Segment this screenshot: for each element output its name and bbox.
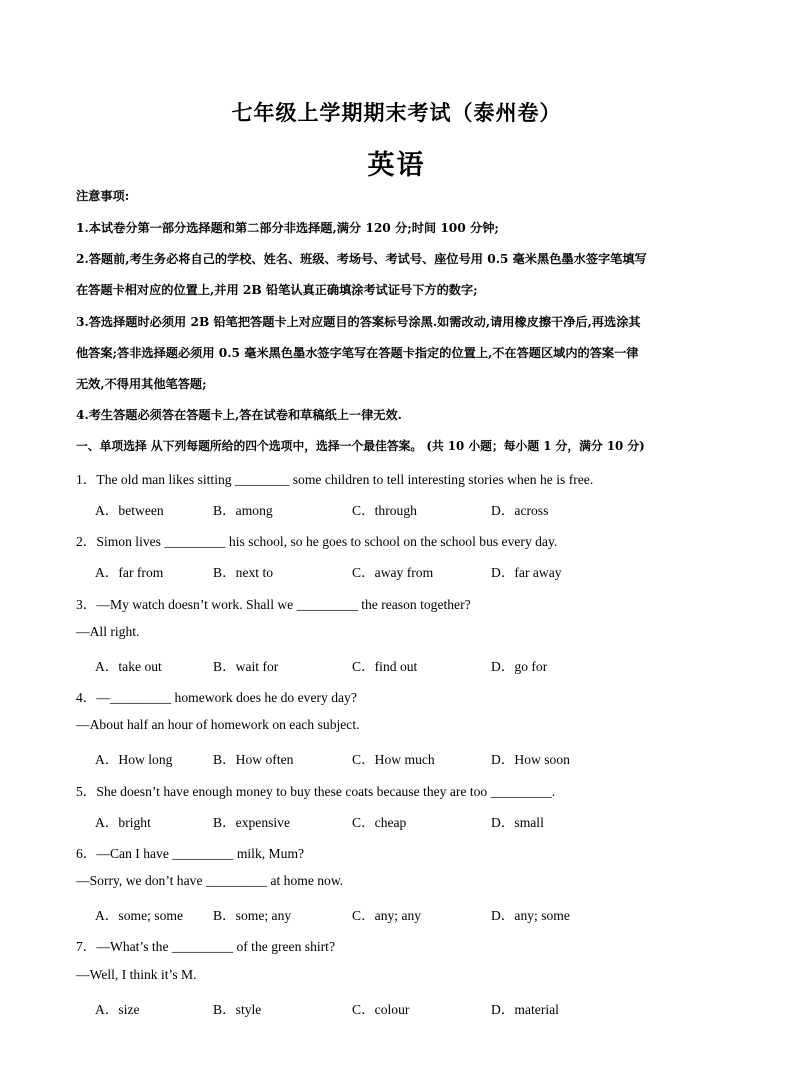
question-stem: 6．—Can I have _________ milk, Mum? bbox=[76, 846, 305, 861]
option-c: C．find out bbox=[352, 659, 418, 674]
question-stem: 4．—_________ homework does he do every day? bbox=[76, 690, 357, 705]
option-a: A．take out bbox=[95, 659, 162, 674]
option-a: A．some; some bbox=[95, 908, 183, 923]
option-a: A．far from bbox=[95, 565, 164, 580]
question-reply: —Sorry, we don’t have _________ at home now. bbox=[76, 873, 344, 888]
notes-line: 在答题卡相对应的位置上,并用 2B 铅笔认真正确填涂考试证号下方的数字; bbox=[76, 283, 478, 297]
option-b: B．wait for bbox=[213, 659, 279, 674]
option-d: D．How soon bbox=[491, 752, 570, 767]
notes-line: 4.考生答题必须答在答题卡上,答在试卷和草稿纸上一律无效. bbox=[76, 408, 402, 422]
option-c: C．colour bbox=[352, 1002, 410, 1017]
option-b: B．some; any bbox=[213, 908, 292, 923]
question-reply: —All right. bbox=[76, 624, 140, 639]
option-d: D．far away bbox=[491, 565, 562, 580]
exam-subject: 英语 bbox=[367, 150, 426, 181]
option-b: B．How often bbox=[213, 752, 294, 767]
option-d: D．go for bbox=[491, 659, 548, 674]
notes-line: 无效,不得用其他笔答题; bbox=[76, 377, 207, 391]
question-stem: 1．The old man likes sitting ________ some children to tell interesting stories when he is free. bbox=[76, 472, 594, 487]
notes-line: 他答案;答非选择题必须用 0.5 毫米黑色墨水签字笔写在答题卡指定的位置上,不在答题区域内的答案一律 bbox=[76, 346, 639, 360]
question-reply: —Well, I think it’s M. bbox=[76, 967, 197, 982]
question-stem: 3．—My watch doesn’t work. Shall we _________ the reason together? bbox=[76, 597, 471, 612]
question-stem: 5．She doesn’t have enough money to buy these coats because they are too _________. bbox=[76, 784, 556, 799]
question-stem: 7．—What’s the _________ of the green shirt? bbox=[76, 939, 335, 954]
notes-line: 2.答题前,考生务必将自己的学校、姓名、班级、考场号、考试号、座位号用 0.5 毫米黑色墨水签字笔填写 bbox=[76, 252, 647, 266]
exam-title: 七年级上学期期末考试（泰州卷） bbox=[231, 100, 562, 125]
question-reply: —About half an hour of homework on each subject. bbox=[76, 717, 360, 732]
notes-line: 3.答选择题时必须用 2B 铅笔把答题卡上对应题目的答案标号涂黑.如需改动,请用橡皮擦干净后,再选涂其 bbox=[76, 315, 641, 329]
option-a: A．bright bbox=[95, 815, 151, 830]
option-b: B．among bbox=[213, 503, 273, 518]
option-a: A．size bbox=[95, 1002, 140, 1017]
option-a: A．between bbox=[95, 503, 164, 518]
option-b: B．next to bbox=[213, 565, 274, 580]
option-d: D．across bbox=[491, 503, 549, 518]
notes-line: 1.本试卷分第一部分选择题和第二部分非选择题,满分 120 分;时间 100 分钟; bbox=[76, 221, 499, 235]
option-c: C．How much bbox=[352, 752, 435, 767]
option-a: A．How long bbox=[95, 752, 173, 767]
option-b: B．expensive bbox=[213, 815, 291, 830]
option-c: C．through bbox=[352, 503, 417, 518]
option-c: C．away from bbox=[352, 565, 434, 580]
notes-heading: 注意事项: bbox=[76, 189, 130, 203]
option-d: D．small bbox=[491, 815, 544, 830]
option-c: C．cheap bbox=[352, 815, 407, 830]
question-stem: 2．Simon lives _________ his school, so he goes to school on the school bus every day. bbox=[76, 534, 558, 549]
section-heading: 一、单项选择 从下列每题所给的四个选项中，选择一个最佳答案。 (共 10 小题；每小题 1 分，满分 10 分) bbox=[76, 439, 645, 453]
option-c: C．any; any bbox=[352, 908, 422, 923]
option-d: D．material bbox=[491, 1002, 559, 1017]
option-b: B．style bbox=[213, 1002, 262, 1017]
option-d: D．any; some bbox=[491, 908, 570, 923]
